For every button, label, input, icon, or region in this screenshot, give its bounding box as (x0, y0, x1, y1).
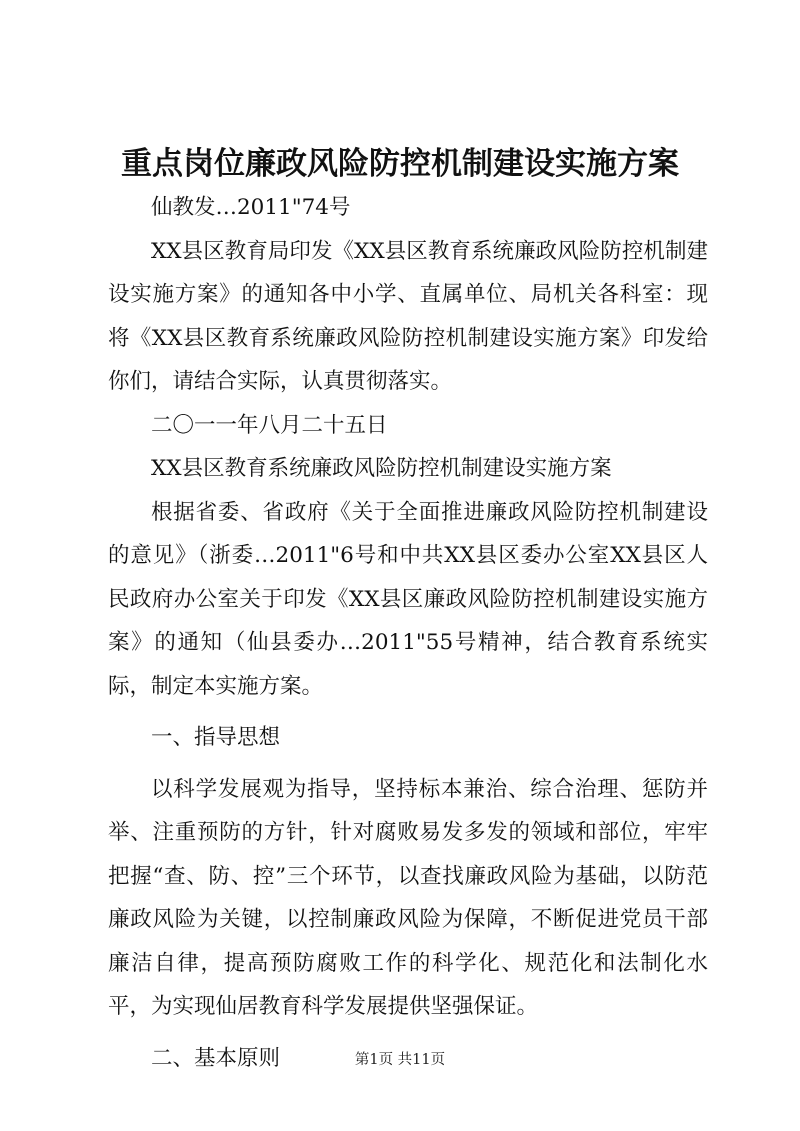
issue-date: 二〇一一年八月二十五日 (151, 412, 388, 438)
document-title: 重点岗位廉政风险防控机制建设实施方案 (121, 146, 679, 182)
document-number: 仙教发…2011"74号 (151, 195, 351, 220)
section-heading-guiding-ideology: 一、指导思想 (151, 725, 281, 750)
section-heading-basic-principles: 二、基本原则 (151, 1045, 281, 1071)
document-body (108, 186, 708, 1080)
basis-paragraph: 根据省委、省政府《关于全面推进廉政风险防控机制建设的意见》（浙委…2011"6号和中共XX县区委办公室XX县区人民政府办公室关于印发《XX县区廉政风险防控机制建设实施方案》的通知（仙县委办…2011"55号精神，结合教育系统实际，制定本实施方案。 (108, 499, 708, 699)
plan-subtitle: XX县区教育系统廉政风险防控机制建设实施方案 (151, 456, 612, 481)
notice-paragraph: XX县区教育局印发《XX县区教育系统廉政风险防控机制建设实施方案》的通知各中小学、直属单位、局机关各科室：现将《XX县区教育系统廉政风险防控机制建设实施方案》印发给你们，请结合实际，认真贯彻落实。 (108, 238, 708, 394)
guiding-ideology-paragraph: 以科学发展观为指导，坚持标本兼治、综合治理、惩防并举、注重预防的方针，针对腐败易发多发的领域和部位，牢牢把握“查、防、控”三个环节，以查找廉政风险为基础，以防范廉政风险为关键，以控制廉政风险为保障，不断促进党员干部廉洁自律，提高预防腐败工作的科学化、规范化和法制化水平，为实现仙居教育科学发展提供坚强保证。 (108, 776, 708, 1019)
page-number-footer: 第1页 共11页 (354, 1052, 446, 1068)
